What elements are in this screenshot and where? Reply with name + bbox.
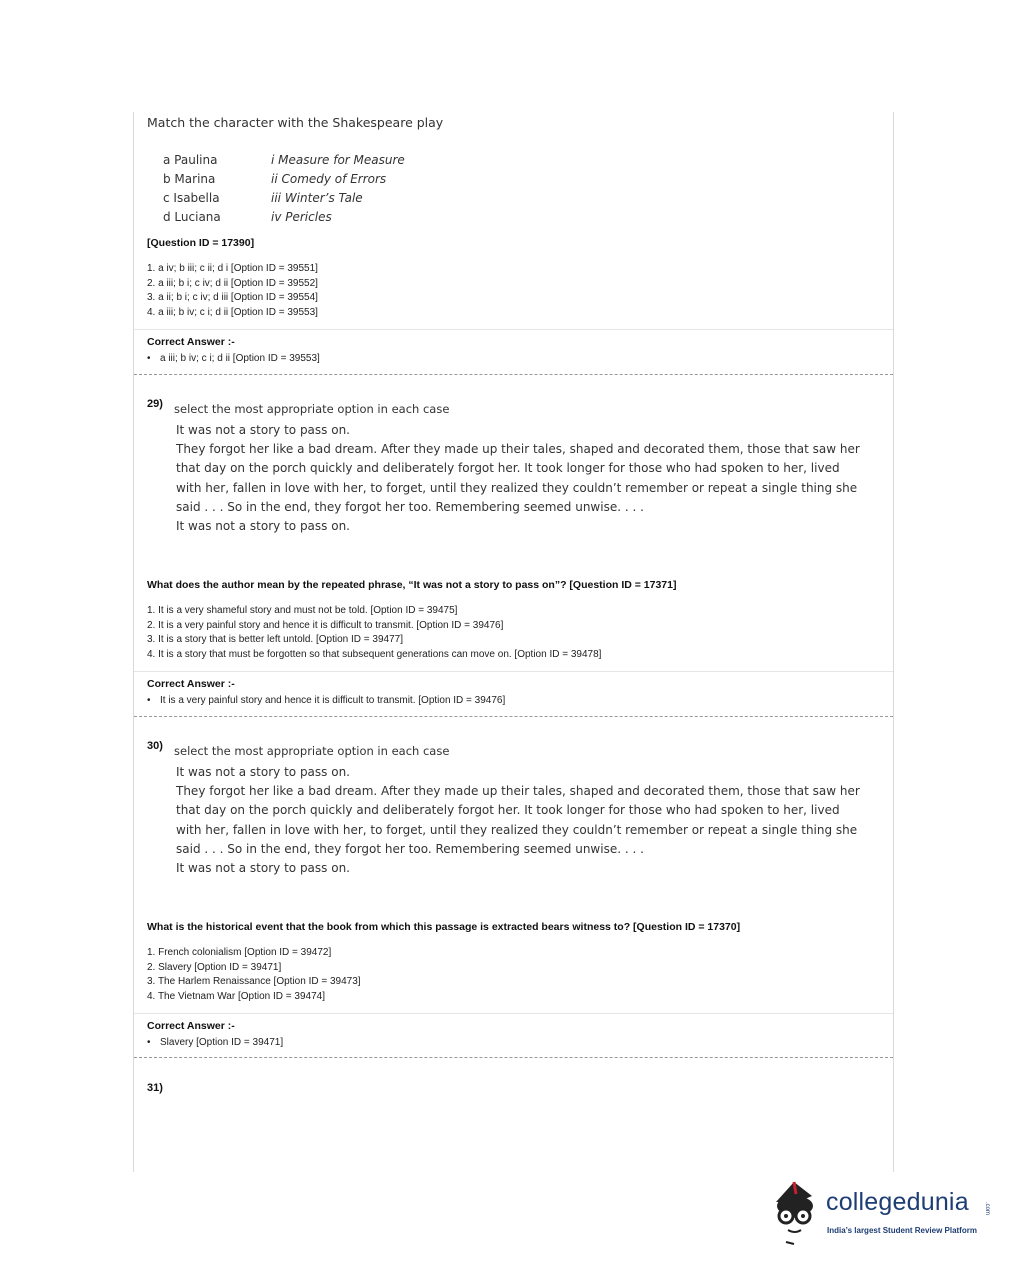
passage-line: It was not a story to pass on. [176, 861, 350, 876]
question-separator [134, 1057, 893, 1058]
q29-passage [176, 421, 866, 536]
passage-body: They forgot her like a bad dream. After they made up their tales, shaped and decorated them, those that saw her that day on the porch quickly and deliberately forgot her. It took longer for those who had spoken to her, lived with her, fallen in love with her, to forget, until they realized they couldn’t remember or repeat a single thing she said . . . So in the end, they forgot her too. Remembering seemed unwise. . . . [176, 784, 860, 856]
passage-line: It was not a story to pass on. [176, 765, 350, 779]
q28-options [147, 262, 318, 320]
match-row [147, 207, 405, 226]
divider [134, 671, 893, 672]
bullet-icon: • [147, 353, 151, 364]
match-right: iv Pericles [271, 209, 332, 224]
question-separator [134, 716, 893, 717]
question-number: 30) [147, 740, 163, 752]
q29-options [147, 604, 601, 662]
match-row [147, 169, 405, 188]
option: 2. a iii; b i; c iv; d ii [Option ID = 39552] [147, 277, 318, 289]
bullet-icon: • [147, 695, 151, 706]
correct-answer [147, 695, 505, 706]
match-right: iii Winter’s Tale [271, 190, 363, 205]
match-left: b Marina [163, 171, 216, 186]
correct-answer-label: Correct Answer :- [147, 1020, 235, 1032]
q29-instruction: select the most appropriate option in each case [174, 402, 450, 416]
match-row [147, 188, 405, 207]
option: 3. The Harlem Renaissance [Option ID = 39473] [147, 976, 361, 988]
option: 2. It is a very painful story and hence it is difficult to transmit. [Option ID = 39476] [147, 619, 504, 631]
q28-intro: Match the character with the Shakespeare play [147, 115, 444, 130]
mascot-icon [768, 1178, 826, 1246]
match-right: ii Comedy of Errors [271, 171, 387, 186]
option: 1. It is a very shameful story and must not be told. [Option ID = 39475] [147, 605, 458, 616]
bullet-icon: • [147, 1037, 151, 1048]
q28-question-id: [Question ID = 17390] [147, 237, 255, 249]
option: 3. a ii; b i; c iv; d iii [Option ID = 39554] [147, 292, 318, 304]
q29-question: What does the author mean by the repeated phrase, “It was not a story to pass on”? [Question ID = 17371] [147, 579, 677, 591]
q30-instruction: select the most appropriate option in each case [174, 744, 450, 758]
passage-line: It was not a story to pass on. [176, 423, 350, 437]
question-number: 29) [147, 398, 163, 410]
q30-options [147, 946, 361, 1004]
correct-answer [147, 353, 320, 364]
question-number: 31) [147, 1082, 163, 1094]
option: 4. a iii; b iv; c i; d ii [Option ID = 39553] [147, 306, 318, 318]
option: 1. French colonialism [Option ID = 39472] [147, 947, 332, 958]
divider [134, 1013, 893, 1014]
match-left: c Isabella [163, 190, 220, 205]
question-separator [134, 374, 893, 375]
option: 4. It is a story that must be forgotten so that subsequent generations can move on. [Option ID = 39478] [147, 648, 602, 660]
correct-answer-text: a iii; b iv; c i; d ii [Option ID = 39553] [160, 353, 320, 364]
option: 3. It is a story that is better left untold. [Option ID = 39477] [147, 634, 403, 646]
q28-match-table [147, 150, 405, 226]
correct-answer-label: Correct Answer :- [147, 678, 235, 690]
correct-answer-label: Correct Answer :- [147, 336, 235, 348]
logo-tagline: India’s largest Student Review Platform [827, 1226, 977, 1235]
correct-answer-text: It is a very painful story and hence it is difficult to transmit. [Option ID = 39476] [160, 695, 506, 706]
collegedunia-logo [768, 1178, 998, 1248]
match-left: d Luciana [163, 209, 221, 224]
divider [134, 329, 893, 330]
passage-line: It was not a story to pass on. [176, 519, 350, 534]
logo-wordmark: collegedunia [826, 1188, 969, 1216]
q30-question: What is the historical event that the book from which this passage is extracted bears witness to? [Question ID = 17370] [147, 921, 741, 933]
correct-answer-text: Slavery [Option ID = 39471] [160, 1037, 284, 1048]
match-row [147, 150, 405, 169]
match-left: a Paulina [163, 152, 218, 167]
q30-passage [176, 763, 866, 878]
page-frame [133, 112, 894, 1172]
option: 2. Slavery [Option ID = 39471] [147, 961, 282, 973]
logo-suffix: .com [984, 1202, 990, 1216]
option: 1. a iv; b iii; c ii; d i [Option ID = 39551] [147, 263, 318, 274]
correct-answer [147, 1037, 283, 1048]
passage-body: They forgot her like a bad dream. After they made up their tales, shaped and decorated them, those that saw her that day on the porch quickly and deliberately forgot her. It took longer for those who had spoken to her, lived with her, fallen in love with her, to forget, until they realized they couldn’t remember or repeat a single thing she said . . . So in the end, they forgot her too. Remembering seemed unwise. . . . [176, 442, 860, 514]
match-right: i Measure for Measure [271, 152, 405, 167]
option: 4. The Vietnam War [Option ID = 39474] [147, 990, 325, 1002]
